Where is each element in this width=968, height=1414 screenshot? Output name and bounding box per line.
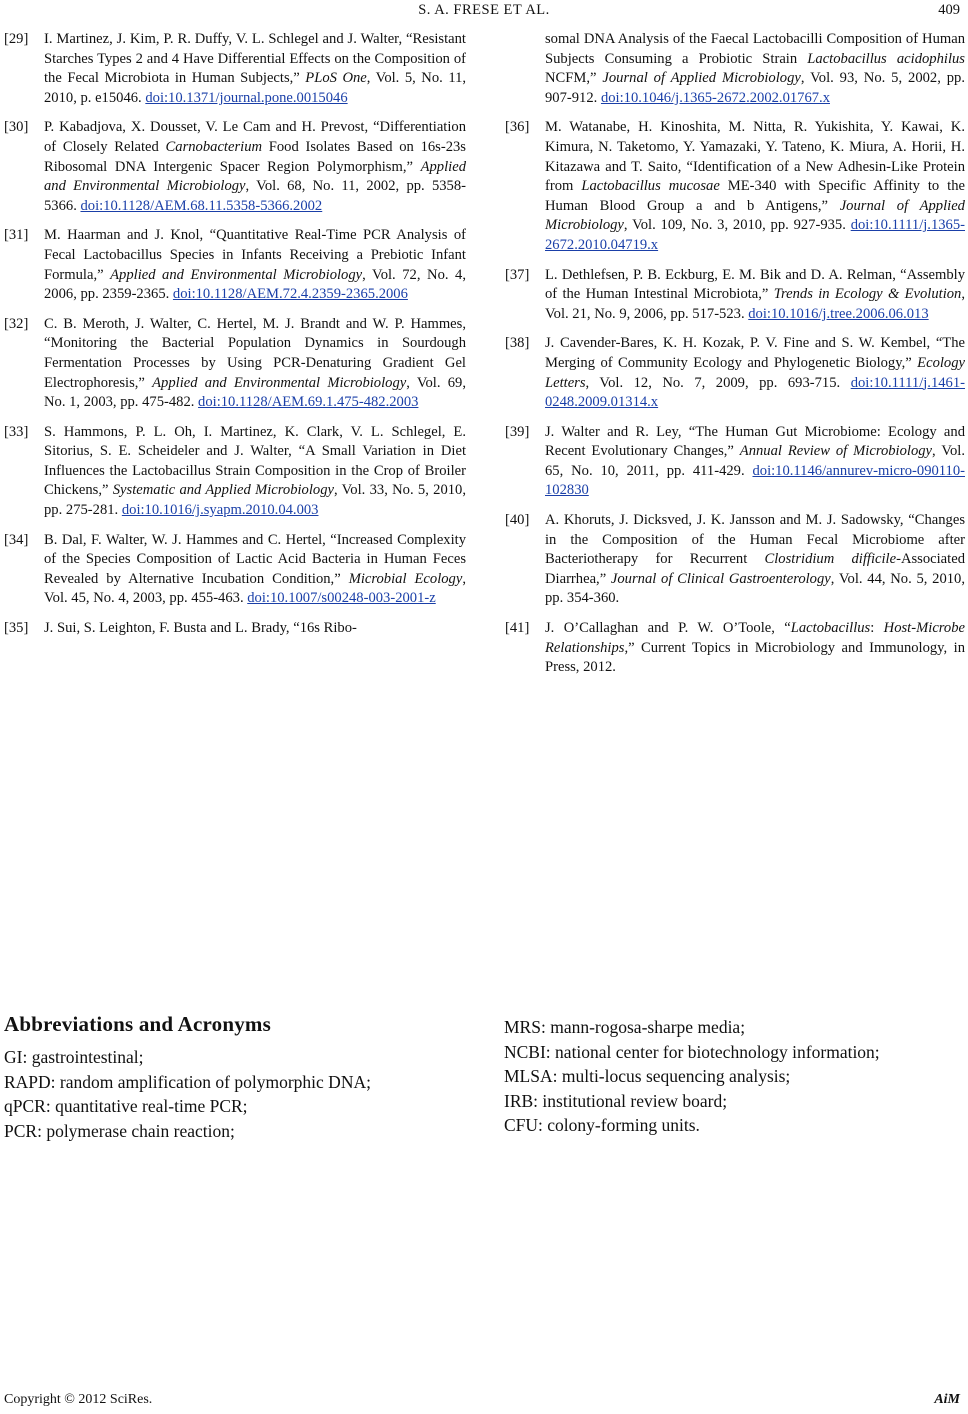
- italic-text: Journal of Applied Microbiology: [545, 197, 965, 234]
- abbreviations-list-left: [4, 1045, 371, 1143]
- italic-text: Journal of Applied Microbiology: [602, 70, 801, 87]
- doi-link[interactable]: doi:10.1016/j.syapm.2010.04.003: [121, 502, 319, 519]
- italic-text: Annual Review of Microbiology: [739, 443, 933, 460]
- italic-text: Ecology Letters: [545, 354, 965, 391]
- reference-entry: [505, 30, 965, 108]
- reference-entry: [4, 226, 466, 304]
- doi-link[interactable]: doi:10.1128/AEM.72.4.2359-2365.2006: [172, 286, 408, 303]
- reference-text: S. Hammons, P. L. Oh, I. Martinez, K. Clark, V. L. Schlegel, E. Sitorius, S. E. Scheideler and J. Walter, “A Small Variation in Diet Influences the Lactobacillus Strain Composition in the Crop of Broiler Chickens,”: [44, 423, 466, 499]
- reference-text: P. Kabadjova, X. Dousset, V. Le Cam and H. Prevost, “Differentiation of Closely Related: [44, 119, 466, 155]
- italic-text: Lactobacillus mucosae: [581, 178, 720, 195]
- reference-text: C. B. Meroth, J. Walter, C. Hertel, M. J. Brandt and W. P. Hammes, “Monitoring the Bacterial Population Dynamics in Sourdough Fermentation Processes by Using PCR-Denaturing Gradient Gel Electrophoresis,”: [44, 315, 466, 391]
- reference-number: [37]: [505, 266, 530, 283]
- reference-entry: [505, 266, 965, 325]
- reference-text: , Vol. 68, No. 11, 2002, pp. 5358-5366.: [44, 178, 467, 214]
- reference-number: [33]: [4, 423, 29, 440]
- reference-entry: [505, 619, 965, 678]
- reference-text: B. Dal, F. Walter, W. J. Hammes and C. Hertel, “Increased Complexity of the Species Composition of Lactic Acid Bacteria in Human Feces Revealed by Alternative Incubation Condition,”: [44, 531, 466, 587]
- italic-text: PLoS One: [305, 70, 367, 87]
- reference-number: [36]: [505, 119, 530, 136]
- doi-link[interactable]: doi:10.1128/AEM.68.11.5358-5366.2002: [80, 197, 323, 214]
- italic-text: Carnobacterium: [165, 138, 263, 155]
- reference-text: ,” Current Topics in Microbiology and Immunology, in Press, 2012.: [545, 639, 965, 676]
- reference-text: , Vol. 93, No. 5, 2002, pp. 907-912.: [545, 70, 965, 106]
- reference-number: [32]: [4, 315, 29, 332]
- reference-number: [40]: [505, 512, 530, 529]
- header-authors: S. A. FRESE ET AL.: [418, 2, 550, 18]
- italic-text: Applied and Environmental Microbiology: [110, 266, 363, 283]
- reference-entry: [4, 315, 466, 413]
- reference-text: A. Khoruts, J. Dicksved, J. K. Jansson and M. J. Sadowsky, “Changes in the Composition of the Human Fecal Microbiome after Bacteriotherapy for Recurrent: [545, 512, 965, 568]
- reference-entry: [505, 423, 965, 501]
- doi-link[interactable]: doi:10.1371/journal.pone.0015046: [145, 89, 348, 106]
- italic-text: Host-Microbe Relationships: [545, 620, 965, 656]
- doi-link[interactable]: doi:10.1146/annurev-micro-090110-102830: [545, 462, 965, 499]
- reference-text: I. Martinez, J. Kim, P. R. Duffy, V. L. Schlegel and J. Walter, “Resistant Starches Types 2 and 4 Have Differential Effects on the Composition of the Fecal Microbiota in Human Subjects,”: [44, 31, 466, 87]
- reference-text: , Vol. 44, No. 5, 2010, pp. 354-360.: [545, 570, 965, 607]
- abbreviations-heading: Abbreviations and Acronyms: [4, 1012, 271, 1036]
- reference-text: J. Sui, S. Leighton, F. Busta and L. Brady, “16s Ribo-: [44, 620, 357, 637]
- reference-number: [38]: [505, 335, 530, 352]
- reference-text: , Vol. 45, No. 4, 2003, pp. 455-463.: [44, 570, 466, 607]
- doi-link[interactable]: doi:10.1111/j.1365-2672.2010.04719.x: [545, 217, 965, 253]
- reference-text: J. O’Callaghan and P. W. O’Toole, “: [545, 620, 791, 637]
- references-right-column: [505, 30, 965, 688]
- italic-text: Lactobacillus acidophilus: [807, 50, 965, 67]
- reference-text: ME-340 with Specific Affinity to the Human Blood Group a and b Antigens,”: [545, 178, 965, 214]
- reference-text: M. Haarman and J. Knol, “Quantitative Real-Time PCR Analysis of Fecal Lactobacillus Species in Infants Receiving a Prebiotic Infant Formula,”: [44, 227, 466, 283]
- page-footer: [4, 1392, 960, 1412]
- reference-entry: [4, 30, 466, 108]
- doi-link[interactable]: doi:10.1128/AEM.69.1.475-482.2003: [198, 394, 419, 411]
- abbreviations-list-right: [504, 1015, 880, 1138]
- reference-text: somal DNA Analysis of the Faecal Lactobacilli Composition of Human Subjects Consuming a Probiotic Strain: [545, 31, 965, 67]
- reference-text: M. Watanabe, H. Kinoshita, M. Nitta, R. Yukishita, Y. Kawai, K. Kimura, N. Taketomo, Y. Yamazaki, Y. Tateno, K. Miura, A. Horii, H. Kitazawa and T. Saito, “Identification of a New Adhesin-Like Protein from: [545, 119, 965, 195]
- reference-text: , Vol. 21, No. 9, 2006, pp. 517-523.: [545, 286, 965, 322]
- italic-text: Clostridium difficile: [764, 551, 897, 568]
- reference-text: , Vol. 72, No. 4, 2006, pp. 2359-2365.: [44, 266, 466, 303]
- reference-text: L. Dethlefsen, P. B. Eckburg, E. M. Bik and D. A. Relman, “Assembly of the Human Intestinal Microbiota,”: [545, 266, 965, 303]
- reference-text: -Associated Diarrhea,”: [545, 551, 965, 587]
- italic-text: Lactobacillus: [790, 620, 871, 637]
- reference-entry: [4, 423, 466, 521]
- reference-text: J. Cavender-Bares, K. H. Kozak, P. V. Fine and S. W. Kembel, “The Merging of Community Ecology and Phylogenetic Biology,”: [545, 335, 965, 371]
- reference-number: [39]: [505, 423, 530, 440]
- doi-link[interactable]: doi:10.1016/j.tree.2006.06.013: [748, 305, 929, 322]
- reference-entry: [505, 118, 965, 255]
- abbreviation-item: IRB: institutional review board;: [504, 1090, 728, 1111]
- abbreviation-item: qPCR: quantitative real-time PCR;: [4, 1096, 248, 1116]
- running-header: [0, 2, 968, 22]
- reference-entry: [505, 511, 965, 609]
- doi-link[interactable]: doi:10.1046/j.1365-2672.2002.01767.x: [600, 89, 830, 106]
- abbreviation-item: GI: gastrointestinal;: [4, 1047, 144, 1067]
- reference-entry: [505, 334, 965, 412]
- page-number: 409: [938, 2, 960, 18]
- italic-text: Applied and Environmental Microbiology: [152, 374, 407, 391]
- reference-text: Food Isolates Based on 16s-23s Ribosomal DNA Intergenic Spacer Region Polymorphism,”: [44, 138, 466, 175]
- abbreviation-item: PCR: polymerase chain reaction;: [4, 1120, 235, 1141]
- italic-text: Journal of Clinical Gastroenterology: [610, 570, 831, 587]
- reference-text: , Vol. 65, No. 10, 2011, pp. 411-429.: [545, 443, 965, 479]
- reference-text: , Vol. 5, No. 11, 2010, p. e15046.: [44, 70, 467, 106]
- reference-number: [35]: [4, 620, 29, 637]
- references-left-column: [4, 30, 466, 649]
- abbreviation-item: CFU: colony-forming units.: [504, 1115, 700, 1135]
- doi-link[interactable]: doi:10.1007/s00248-003-2001-z: [247, 590, 436, 607]
- reference-entry: [4, 531, 466, 609]
- reference-number: [30]: [4, 119, 29, 136]
- reference-text: NCFM,”: [545, 70, 603, 87]
- reference-text: J. Walter and R. Ley, “The Human Gut Microbiome: Ecology and Recent Evolutionary Changes,”: [545, 423, 965, 460]
- reference-number: [34]: [4, 531, 29, 548]
- italic-text: Trends in Ecology & Evolution: [773, 286, 962, 303]
- copyright-text: Copyright © 2012 SciRes.: [4, 1392, 153, 1407]
- reference-number: [29]: [4, 31, 29, 47]
- reference-text: , Vol. 33, No. 5, 2010, pp. 275-281.: [44, 482, 466, 519]
- italic-text: Applied and Environmental Microbiology: [44, 158, 466, 195]
- italic-text: Microbial Ecology: [348, 570, 463, 587]
- reference-number: [31]: [4, 227, 29, 244]
- doi-link[interactable]: doi:10.1111/j.1461-0248.2009.01314.x: [545, 374, 965, 411]
- reference-text: , Vol. 12, No. 7, 2009, pp. 693-715.: [585, 374, 851, 391]
- reference-entry: [4, 118, 466, 216]
- abbreviation-item: NCBI: national center for biotechnology information;: [504, 1041, 880, 1062]
- journal-abbrev: AiM: [934, 1392, 960, 1407]
- reference-entry: [4, 619, 466, 639]
- abbreviation-item: MRS: mann-rogosa-sharpe media;: [504, 1017, 746, 1037]
- reference-text: , Vol. 69, No. 1, 2003, pp. 475-482.: [44, 374, 466, 411]
- reference-number: [41]: [505, 620, 530, 637]
- italic-text: Systematic and Applied Microbiology: [112, 482, 334, 499]
- abbreviation-item: MLSA: multi-locus sequencing analysis;: [504, 1066, 791, 1086]
- reference-text: :: [870, 620, 884, 637]
- reference-text: , Vol. 109, No. 3, 2010, pp. 927-935.: [623, 217, 851, 234]
- abbreviation-item: RAPD: random amplification of polymorphic DNA;: [4, 1071, 371, 1092]
